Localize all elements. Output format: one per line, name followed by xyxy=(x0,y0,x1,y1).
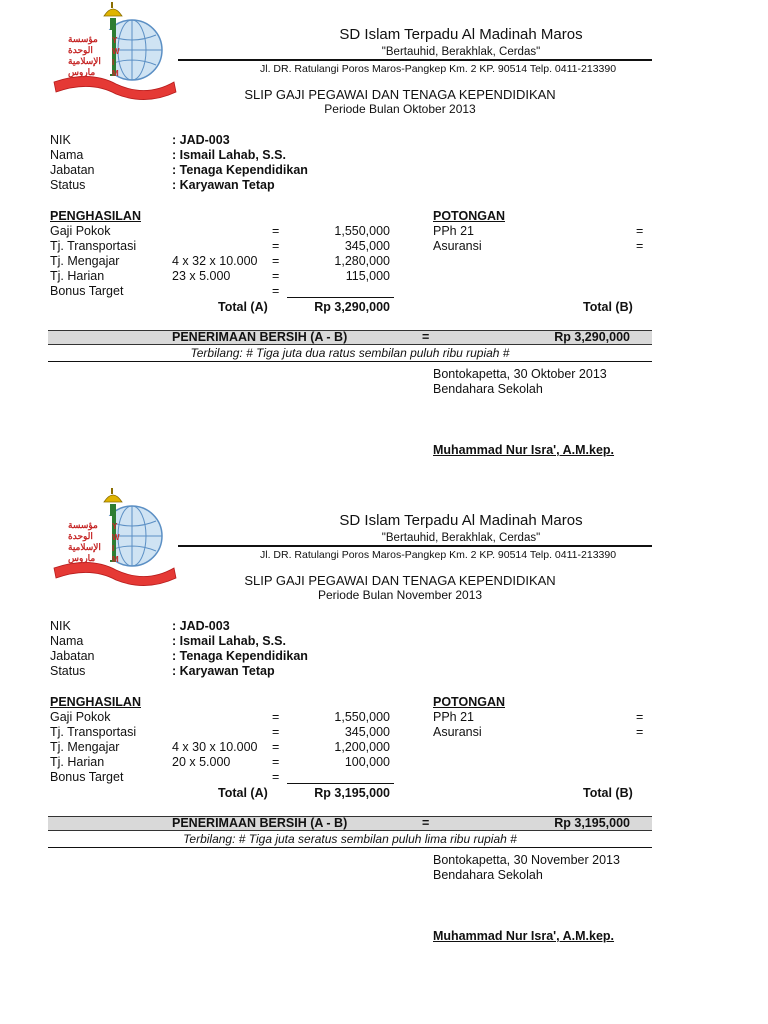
income-eq-transport: = xyxy=(272,239,280,253)
signer-role: Bendahara Sekolah xyxy=(433,868,543,882)
income-eq-gaji-pokok: = xyxy=(272,224,280,238)
net-pay-value: Rp 3,290,000 xyxy=(554,330,630,344)
net-pay-eq: = xyxy=(422,816,430,830)
deduction-label-asuransi: Asuransi xyxy=(433,725,482,739)
income-eq-bonus: = xyxy=(272,284,280,298)
income-calc-mengajar: 4 x 32 x 10.000 xyxy=(172,254,258,268)
info-value-jabatan: : Tenaga Kependidikan xyxy=(172,649,308,663)
info-value-nik: : JAD-003 xyxy=(172,619,230,633)
signer-name: Muhammad Nur Isra', A.M.kep. xyxy=(433,929,615,943)
income-eq-mengajar: = xyxy=(272,740,280,754)
place-date: Bontokapetta, 30 November 2013 xyxy=(433,853,620,867)
income-calc-mengajar: 4 x 30 x 10.000 xyxy=(172,740,258,754)
income-heading: PENGHASILAN xyxy=(50,695,141,709)
income-amount-transport: 345,000 xyxy=(344,239,390,253)
income-label-bonus: Bonus Target xyxy=(50,770,124,784)
slip-period: Periode Bulan Oktober 2013 xyxy=(324,102,476,116)
income-label-harian: Tj. Harian xyxy=(50,755,105,769)
school-address: Jl. DR. Ratulangi Poros Maros-Pangkep Km. 2 KP. 90514 Telp. 0411-213390 xyxy=(260,63,617,75)
logo-letter-4: M xyxy=(112,555,119,564)
info-value-status: : Karyawan Tetap xyxy=(172,664,275,678)
income-calc-harian: 20 x 5.000 xyxy=(172,755,231,769)
salary-slip xyxy=(0,0,768,480)
info-value-nama: : Ismail Lahab, S.S. xyxy=(172,148,286,162)
income-sum-rule xyxy=(287,783,394,784)
income-label-gaji-pokok: Gaji Pokok xyxy=(50,224,111,238)
logo-arabic-line-2: الوحدة xyxy=(68,45,93,55)
net-pay-eq: = xyxy=(422,330,430,344)
info-label-nik: NIK xyxy=(50,133,71,147)
deduction-heading: POTONGAN xyxy=(433,209,505,223)
net-pay-label: PENERIMAAN BERSIH (A - B) xyxy=(172,330,348,344)
deduction-heading: POTONGAN xyxy=(433,695,505,709)
info-value-nik: : JAD-003 xyxy=(172,133,230,147)
info-value-nama: : Ismail Lahab, S.S. xyxy=(172,634,286,648)
place-date: Bontokapetta, 30 Oktober 2013 xyxy=(433,367,607,381)
words-underline xyxy=(48,847,652,848)
deduction-label-pph21: PPh 21 xyxy=(433,710,475,724)
logo-arabic-line-3: الإسلامية xyxy=(68,542,101,552)
deduction-eq-asuransi: = xyxy=(636,239,644,253)
income-eq-bonus: = xyxy=(272,770,280,784)
info-label-status: Status xyxy=(50,664,86,678)
income-amount-transport: 345,000 xyxy=(344,725,390,739)
school-name: SD Islam Terpadu Al Madinah Maros xyxy=(339,26,583,43)
deduction-label-pph21: PPh 21 xyxy=(433,224,475,238)
signer-role: Bendahara Sekolah xyxy=(433,382,543,396)
info-value-status: : Karyawan Tetap xyxy=(172,178,275,192)
info-label-nama: Nama xyxy=(50,148,84,162)
total-a-label: Total (A) xyxy=(218,300,268,314)
logo-arabic-line-2: الوحدة xyxy=(68,531,93,541)
logo-letter-3: I xyxy=(112,544,115,553)
total-b-label: Total (B) xyxy=(583,786,633,800)
income-heading: PENGHASILAN xyxy=(50,209,141,223)
logo-letter-1: Y xyxy=(112,36,118,45)
deduction-label-asuransi: Asuransi xyxy=(433,239,482,253)
logo-letter-4: M xyxy=(112,69,119,78)
income-eq-gaji-pokok: = xyxy=(272,710,280,724)
logo-arabic-line-1: مؤسسة xyxy=(68,34,98,44)
salary-slip xyxy=(0,486,768,966)
info-value-jabatan: : Tenaga Kependidikan xyxy=(172,163,308,177)
logo-arabic-line-1: مؤسسة xyxy=(68,520,98,530)
income-eq-mengajar: = xyxy=(272,254,280,268)
school-motto: "Bertauhid, Berakhlak, Cerdas" xyxy=(381,532,541,544)
income-eq-harian: = xyxy=(272,269,280,283)
words-underline xyxy=(48,361,652,362)
signer-name: Muhammad Nur Isra', A.M.kep. xyxy=(433,443,615,457)
income-amount-harian: 115,000 xyxy=(345,269,390,283)
income-amount-gaji-pokok: 1,550,000 xyxy=(334,710,390,724)
address-clip xyxy=(250,547,652,563)
income-amount-mengajar: 1,280,000 xyxy=(334,254,390,268)
slip-period: Periode Bulan November 2013 xyxy=(317,588,483,602)
net-pay-label: PENERIMAAN BERSIH (A - B) xyxy=(172,816,348,830)
logo-letter-3: I xyxy=(112,58,115,67)
slip-title: SLIP GAJI PEGAWAI DAN TENAGA KEPENDIDIKAN xyxy=(244,87,556,102)
net-pay-in-words: Terbilang: # Tiga juta dua ratus sembilan puluh ribu rupiah # xyxy=(190,346,510,360)
income-amount-harian: 100,000 xyxy=(344,755,390,769)
logo-arabic-line-3: الإسلامية xyxy=(68,56,101,66)
logo-letter-2: W xyxy=(112,47,120,56)
deduction-eq-pph21: = xyxy=(636,710,644,724)
school-motto: "Bertauhid, Berakhlak, Cerdas" xyxy=(381,46,541,58)
total-a-value: Rp 3,195,000 xyxy=(314,786,390,800)
income-label-mengajar: Tj. Mengajar xyxy=(50,254,120,268)
income-eq-transport: = xyxy=(272,725,280,739)
address-clip xyxy=(250,61,652,77)
info-label-jabatan: Jabatan xyxy=(50,649,95,663)
income-label-harian: Tj. Harian xyxy=(50,269,105,283)
info-label-jabatan: Jabatan xyxy=(50,163,95,177)
income-label-gaji-pokok: Gaji Pokok xyxy=(50,710,111,724)
net-pay-in-words: Terbilang: # Tiga juta seratus sembilan puluh lima ribu rupiah # xyxy=(183,832,517,846)
info-label-status: Status xyxy=(50,178,86,192)
total-a-label: Total (A) xyxy=(218,786,268,800)
income-calc-harian: 23 x 5.000 xyxy=(172,269,231,283)
income-eq-harian: = xyxy=(272,755,280,769)
logo-letter-2: W xyxy=(112,533,120,542)
income-label-transport: Tj. Transportasi xyxy=(50,725,137,739)
income-label-transport: Tj. Transportasi xyxy=(50,239,137,253)
school-name: SD Islam Terpadu Al Madinah Maros xyxy=(339,512,583,529)
deduction-eq-asuransi: = xyxy=(636,725,644,739)
info-label-nik: NIK xyxy=(50,619,71,633)
income-label-mengajar: Tj. Mengajar xyxy=(50,740,120,754)
income-label-bonus: Bonus Target xyxy=(50,284,124,298)
total-a-value: Rp 3,290,000 xyxy=(314,300,390,314)
income-amount-gaji-pokok: 1,550,000 xyxy=(334,224,390,238)
deduction-eq-pph21: = xyxy=(636,224,644,238)
total-b-label: Total (B) xyxy=(583,300,633,314)
income-sum-rule xyxy=(287,297,394,298)
net-pay-value: Rp 3,195,000 xyxy=(554,816,630,830)
income-amount-mengajar: 1,200,000 xyxy=(334,740,390,754)
info-label-nama: Nama xyxy=(50,634,84,648)
logo-letter-1: Y xyxy=(112,522,118,531)
logo-arabic-line-4: ماروس xyxy=(68,67,96,77)
slip-title: SLIP GAJI PEGAWAI DAN TENAGA KEPENDIDIKAN xyxy=(244,573,556,588)
logo-arabic-line-4: ماروس xyxy=(68,553,96,563)
school-address: Jl. DR. Ratulangi Poros Maros-Pangkep Km. 2 KP. 90514 Telp. 0411-213390 xyxy=(260,549,617,561)
